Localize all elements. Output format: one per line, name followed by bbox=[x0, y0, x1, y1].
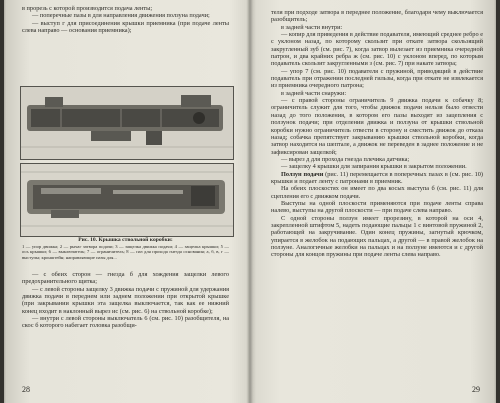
right-page-number: 29 bbox=[472, 385, 480, 394]
right-paragraph: теля при подходе затвора в переднее положение, благодаря чему выключается разобщитель; bbox=[271, 9, 483, 24]
left-top-paragraph-2: — поперечные пазы в для направления движения ползуна подачи; bbox=[32, 12, 210, 20]
figure-photo-top bbox=[20, 86, 234, 160]
right-paragraph: — упор 7 (см. рис. 10) подавателя с пружиной, приводящий в действие подаватель при отражении последней гильзы, когда при откате не извлекается из приемника очередного патрона; bbox=[271, 67, 483, 90]
left-bottom-paragraph-3: — внутри с левой стороны выключатель 6 (см. рис. 10) разобщителя, на скос б которого набегает головка разобщи- bbox=[22, 315, 229, 330]
right-paragraph: На обеих плоскостях он имеет по два косых выступа б (см. рис. 11) для сцепления его с движком подачи. bbox=[271, 185, 483, 200]
right-paragraph: в задней части снаружи: bbox=[281, 89, 347, 97]
figure-legend: 1 — упор движка; 2 — рычаг затвора подачи; 3 — защелка движка подачи; 4 — защелка крышки; 5 — ось крышки; 6 — выключатель; 7 — ограничитель; 8 — паз для прохода гнезда основания; а, б, в, г — выступы; кронштейн; направляющие пазы для... bbox=[22, 244, 229, 260]
left-bottom-paragraph-2: — с левой стороны защелку 3 движка подачи с пружиной для удержания движка подачи в переднем или заднем положении при открытой крышке (при закрывании крышки эта защелка выключается, так как ее нижний конец входит в наклонный вырез ис (см. рис. 6) на ствольной коробке); bbox=[22, 285, 229, 315]
left-top-paragraph-3: — выступ г для присоединения крышки приемника (при подаче ленты слева направо — основания приемника); bbox=[22, 19, 229, 35]
right-paragraph: в задней части внутри: bbox=[281, 23, 343, 31]
figure-title: Рис. 10. Крышка ствольной коробки: bbox=[78, 237, 173, 243]
right-page bbox=[250, 0, 500, 403]
receiver-cover-top-view bbox=[21, 87, 233, 159]
left-page-number: 28 bbox=[22, 385, 30, 394]
left-bottom-text bbox=[22, 271, 229, 330]
bold-term: Ползун подачи bbox=[281, 170, 324, 178]
right-paragraph: — вырез д для прохода гнезда плечика датчика; bbox=[281, 155, 410, 163]
right-paragraph: С одной стороны ползун имеет прорезину, в которой на оси 4, закрепленной штифтом 5, надеть подающие пальцы 1 с винтовой пружиной 2, работающей на закручивание. Один конец пружины, загнутый крючком, упирается в желобок на подающих пальцах, а другой — в правой желобок на ползуне. Аналогичные желобки на пальцах и на ползуне имеются и с другой стороны для концов пружины при подаче ленты слева направо. bbox=[271, 214, 483, 259]
right-paragraph: Выступы на одной плоскости применяются при подаче ленты справа налево, выступы на другой плоскости — при подаче слева направо. bbox=[271, 199, 483, 215]
left-bottom-paragraph-1: — с обеих сторон — гнезда б для хождения защелки левого предохранительного щитка; bbox=[22, 271, 229, 286]
figure-caption bbox=[22, 238, 229, 260]
left-top-text bbox=[22, 5, 229, 34]
right-paragraph: Ползун подачи (рис. 11) перемещается в поперечных пазах в (см. рис. 10) крышки и подает ленту с патронами в приемник. bbox=[271, 170, 483, 185]
right-text bbox=[271, 9, 483, 259]
right-paragraph: — копир для приведения в действие подавателя, имеющий среднее ребро е с уклоном назад, по которому скользит при откате затвора скользящий закругленный зуб (см. рис. 7), когда затвор вылезает из приемника очередной патрон, и два крайних ребра ж (см. рис. 10) с уклоном вперед, по которым подаватель скользит закругленными з (см. рис. 7) при накате затвора; bbox=[271, 31, 483, 68]
figure-photo-bottom bbox=[20, 163, 234, 237]
right-paragraph: — с правой стороны ограничитель 9 движка подачи к собачку 8; ограничитель служит для того, чтобы движок подачи нельзя было отвести назад до того положения, в котором его пазы выходят из зацепления с ползунок подачи; при отделении движка и ползуна от крышки ствольной коробки нужно ограничитель отвести в сторону и сместить движок до отказа назад; собачка препятствует закрыванию крышки ствольной коробки, когда затвор находится на шептале, а движок не переведен в заднее положение и не зафиксирован защелкой; bbox=[271, 97, 483, 156]
right-paragraph: — защелку 4 крышки для запирания крышки в закрытом положении. bbox=[281, 163, 467, 171]
left-top-paragraph-1: в прорезь с которой производится подача ленты; bbox=[22, 5, 153, 12]
receiver-cover-inside-view bbox=[21, 164, 233, 236]
